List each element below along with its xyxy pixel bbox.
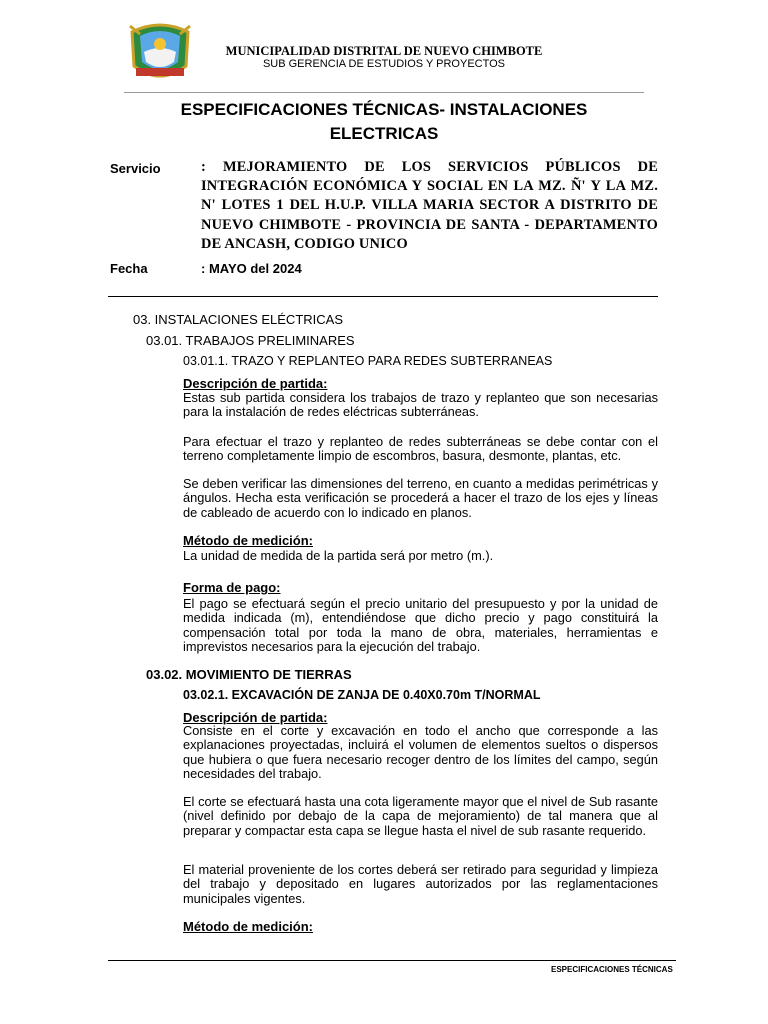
- section-heading-03: 03. INSTALACIONES ELÉCTRICAS: [133, 312, 343, 327]
- description-title: Descripción de partida:: [183, 710, 328, 725]
- footer-text: ESPECIFICACIONES TÉCNICAS: [551, 965, 673, 974]
- header-divider: [124, 92, 644, 93]
- section-heading-0302: 03.02. MOVIMIENTO DE TIERRAS: [146, 667, 352, 682]
- paragraph: El corte se efectuará hasta una cota ligeramente mayor que el nivel de Sub rasante (nivel definido por debajo de la capa de mejoramiento) de tal manera que al preparar y compactar esta capa se llegue hasta el nivel de sub rasante requerido.: [183, 794, 658, 838]
- paragraph: Para efectuar el trazo y replanteo de redes subterráneas se debe contar con el terreno completamente limpio de escombros, basura, desmonte, plantas, etc.: [183, 434, 658, 464]
- paragraph: El material proveniente de los cortes deberá ser retirado para seguridad y limpieza del trabajo y depositado en lugares autorizados por las reglamentaciones municipales vigentes.: [183, 862, 658, 906]
- section-heading-0301: 03.01. TRABAJOS PRELIMINARES: [146, 333, 355, 348]
- paragraph: La unidad de medida de la partida será por metro (m.).: [183, 548, 494, 563]
- servicio-label: Servicio: [110, 161, 161, 176]
- item-heading-030101: 03.01.1. TRAZO Y REPLANTEO PARA REDES SUBTERRANEAS: [183, 354, 553, 368]
- fecha-value: : MAYO del 2024: [201, 261, 302, 276]
- servicio-value: : MEJORAMIENTO DE LOS SERVICIOS PÚBLICOS DE INTEGRACIÓN ECONÓMICA Y SOCIAL EN LA MZ. Ñ' Y LA MZ. N' LOTES 1 DEL H.U.P. VILLA MARIA SECTOR A DISTRITO DE NUEVO CHIMBOTE - PROVINCIA DE SANTA - DEPARTAMENTO DE ANCASH, CODIGO UNICO: [201, 159, 658, 252]
- municipality-name: MUNICIPALIDAD DISTRITAL DE NUEVO CHIMBOTE: [225, 44, 543, 58]
- paragraph: Consiste en el corte y excavación en todo el ancho que corresponde a las explanaciones proyectadas, incluirá el volumen de elementos sueltos o dispersos que hubiera o que fuera necesario recoger dentro de los límites del campo, según necesidades del trabajo.: [183, 723, 658, 782]
- measurement-title: Método de medición:: [183, 919, 313, 934]
- paragraph: Estas sub partida considera los trabajos de trazo y replanteo que son necesarias para la instalación de redes eléctricas subterráneas.: [183, 390, 658, 420]
- footer-divider: [108, 960, 676, 961]
- description-title: Descripción de partida:: [183, 376, 328, 391]
- subgerencia-name: SUB GERENCIA DE ESTUDIOS Y PROYECTOS: [262, 58, 506, 70]
- municipal-logo: [126, 22, 194, 86]
- item-heading-030201: 03.02.1. EXCAVACIÓN DE ZANJA DE 0.40X0.70m T/NORMAL: [183, 688, 541, 702]
- payment-title: Forma de pago:: [183, 580, 281, 595]
- paragraph: El pago se efectuará según el precio unitario del presupuesto y por la unidad de medida indicada (m), entendiéndose que dicho precio y pago constituirá la compensación total por toda la mano de obra, materiales, herramientas e imprevistos necesarios para la ejecución del trabajo.: [183, 596, 658, 655]
- section-divider: [108, 296, 658, 297]
- fecha-label: Fecha: [110, 261, 148, 276]
- measurement-title: Método de medición:: [183, 533, 313, 548]
- document-title: ESPECIFICACIONES TÉCNICAS- INSTALACIONES ELECTRICAS: [180, 100, 588, 143]
- paragraph: Se deben verificar las dimensiones del terreno, en cuanto a medidas perimétricas y ángulos. Hecha esta verificación se procederá a hacer el trazo de los ejes y líneas de cableado de acuerdo con lo indicado en planos.: [183, 476, 658, 520]
